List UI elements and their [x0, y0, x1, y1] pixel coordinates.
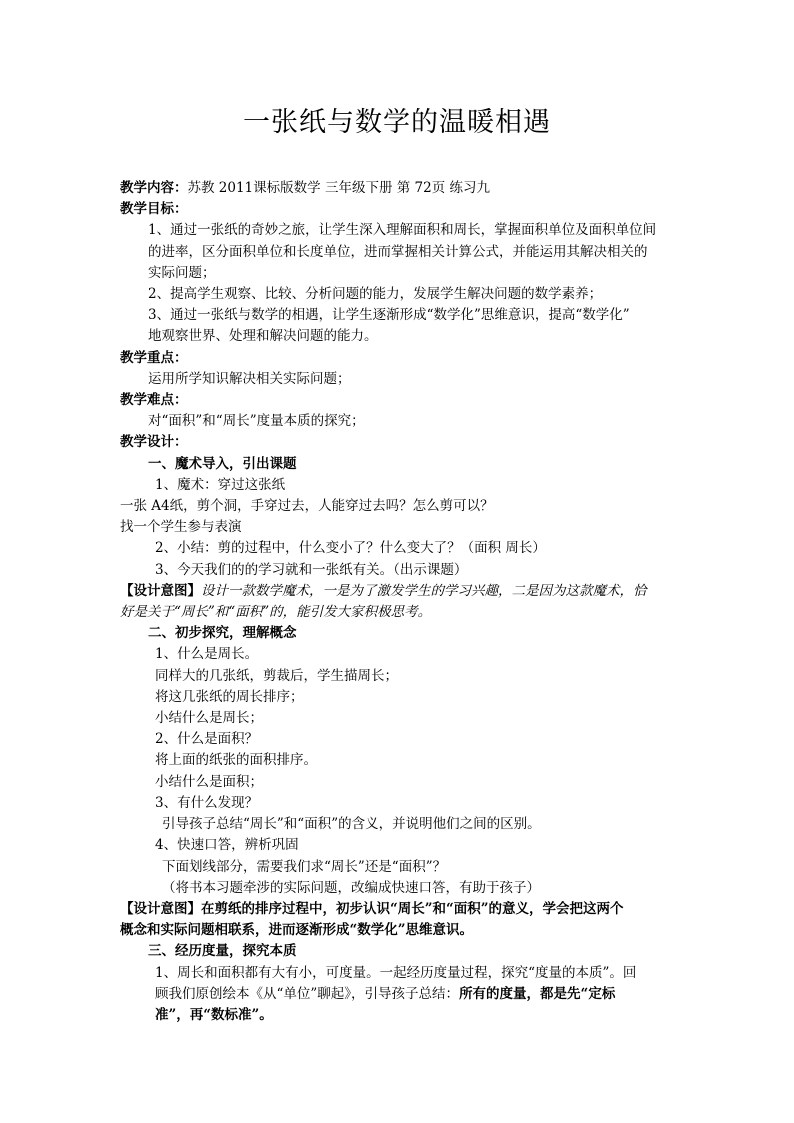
- section-1-item-2: 2、小结：剪的过程中，什么变小了？什么变大了？（面积 周长）: [155, 540, 546, 557]
- section-2-item-4: 4、快速口答，辨析巩固: [155, 837, 299, 854]
- section-2-item-1c: 小结什么是周长；: [155, 710, 263, 727]
- section-2-title: 二、初步探究，理解概念: [148, 625, 297, 642]
- section-2-item-3a: 引导孩子总结“周长”和“面积”的含义，并说明他们之间的区别。: [162, 816, 541, 833]
- goal-1-line-2: 的进率，区分面积单位和长度单位，进而掌握相关计算公式，并能运用其解决相关的: [148, 243, 648, 260]
- key-text: 运用所学知识解决相关实际问题；: [148, 370, 351, 387]
- section-1-question: 一张 A4纸，剪个洞，手穿过去，人能穿过去吗？怎么剪可以？: [120, 498, 494, 515]
- section-3-item-1-line-1: 1、周长和面积都有大有小，可度量。一起经历度量过程，探究“度量的本质”。回: [155, 964, 637, 981]
- section-3-item-1-line-2a: 顾我们原创绘本《从“单位”聊起》，引导孩子总结：: [155, 985, 460, 1002]
- design-intent-2-line-2: 概念和实际问题相联系，进而逐渐形成“数学化”思维意识。: [120, 922, 474, 939]
- goal-1-line-3: 实际问题；: [148, 264, 216, 281]
- goal-2: 2、提高学生观察、比较、分析问题的能力，发展学生解决问题的数学素养；: [148, 286, 603, 303]
- section-1-find: 找一个学生参与表演: [120, 519, 242, 536]
- section-2-item-3: 3、有什么发现？: [155, 794, 259, 811]
- page-title: 一张纸与数学的温暖相遇: [243, 107, 551, 138]
- content-label: 教学内容：: [120, 180, 188, 196]
- section-3-title: 三、经历度量，探究本质: [148, 943, 297, 960]
- section-2-item-2b: 小结什么是面积；: [155, 773, 263, 790]
- design-intent-1-text: 设计一款数学魔术，一是为了激发学生的学习兴趣，二是因为这款魔术，恰: [201, 582, 647, 599]
- section-1-item-1: 1、魔术：穿过这张纸: [155, 476, 286, 493]
- key-label: 教学重点：: [120, 349, 188, 366]
- section-2-item-2: 2、什么是面积？: [155, 731, 259, 748]
- section-1-item-3: 3、今天我们的的学习就和一张纸有关。（出示课题）: [155, 561, 468, 578]
- section-2-item-2a: 将上面的纸张的面积排序。: [155, 752, 317, 769]
- design-label: 教学设计：: [120, 434, 188, 451]
- content-text: 苏教 2011课标版数学 三年级下册 第 72页 练习九: [187, 180, 490, 196]
- section-2-item-4a: 下面划线部分，需要我们求“周长”还是“面积”？: [162, 858, 447, 875]
- section-3-item-1-line-3: 准”，再“数标准”。: [155, 1006, 273, 1023]
- section-2-item-4b: （将书本习题牵涉的实际问题，改编成快速口答，有助于孩子）: [162, 879, 540, 896]
- section-3-item-1-line-2: [120, 984, 680, 1005]
- design-intent-2-line-1: 【设计意图】在剪纸的排序过程中，初步认识“周长”和“面积”的意义，学会把这两个: [120, 900, 624, 917]
- difficulty-text: 对“面积”和“周长”度量本质的探究；: [148, 413, 365, 430]
- section-3-item-1-line-2b: 所有的度量，都是先“定标: [459, 985, 616, 1002]
- document-body: [120, 178, 680, 1026]
- section-1-title: 一、魔术导入，引出课题: [148, 455, 297, 472]
- design-intent-1-line-2: 好是关于“周长”和“面积”的，能引发大家积极思考。: [120, 604, 432, 621]
- section-2-item-1: 1、什么是周长。: [155, 646, 259, 663]
- section-2-item-1a: 同样大的几张纸，剪裁后，学生描周长；: [155, 667, 398, 684]
- goal-1-line-1: 1、通过一张纸的奇妙之旅，让学生深入理解面积和周长，掌握面积单位及面积单位间: [148, 222, 657, 239]
- goal-3-line-2: 地观察世界、处理和解决问题的能力。: [148, 328, 378, 345]
- goal-3-line-1: 3、通过一张纸与数学的相遇，让学生逐渐形成“数学化”思维意识，提高“数学化”: [148, 307, 630, 324]
- design-intent-1-line-1: [120, 581, 680, 602]
- content-line: [120, 178, 680, 199]
- section-2-item-1b: 将这几张纸的周长排序；: [155, 688, 304, 705]
- design-intent-1-label: 【设计意图】: [120, 582, 201, 599]
- difficulty-label: 教学难点：: [120, 392, 188, 409]
- goals-label: 教学目标：: [120, 201, 188, 218]
